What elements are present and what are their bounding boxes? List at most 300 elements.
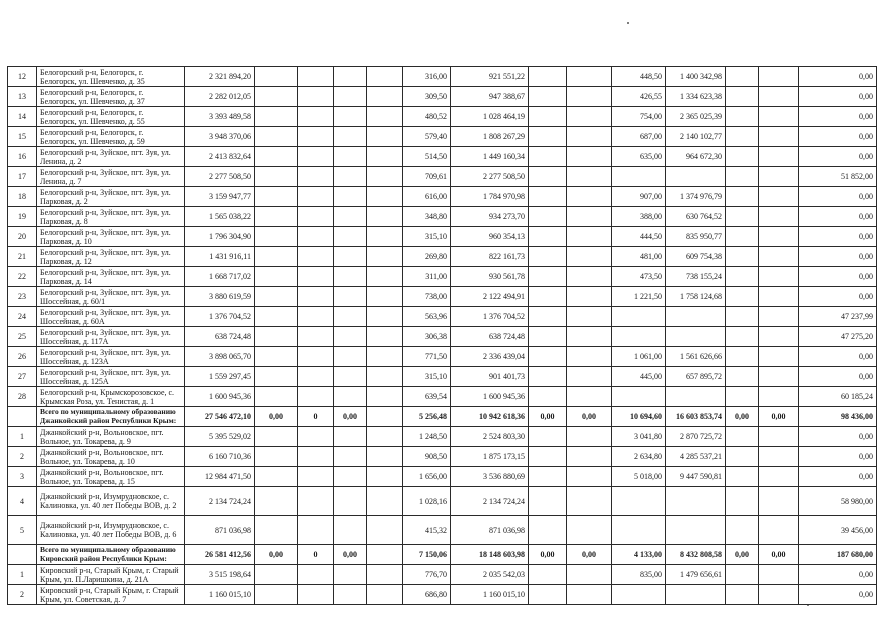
- value-cell: [567, 207, 612, 227]
- value-cell: [298, 267, 334, 287]
- value-cell: [255, 127, 298, 147]
- total-cost-cell: 1 431 916,11: [185, 247, 255, 267]
- total-cost-cell: 638 724,48: [185, 327, 255, 347]
- value-cell: [255, 247, 298, 267]
- amount-cell: 638 724,48: [451, 327, 529, 347]
- value-cell: [567, 307, 612, 327]
- value-cell: [759, 247, 799, 267]
- value-cell: 0,00: [799, 247, 877, 267]
- area-cell: 269,80: [403, 247, 451, 267]
- amount-cell: [666, 487, 726, 516]
- address-cell: Белогорский р-н, Зуйское, пгт. Зуя, ул. Шоссейная, д. 117А: [37, 327, 185, 347]
- area-cell: 4 133,00: [612, 545, 666, 565]
- value-cell: [567, 447, 612, 467]
- value-cell: [334, 427, 367, 447]
- area-cell: 835,00: [612, 565, 666, 585]
- total-cost-cell: 2 277 508,50: [185, 167, 255, 187]
- address-cell: Белогорский р-н, Зуйское, пгт. Зуя, ул. Парковая, д. 12: [37, 247, 185, 267]
- value-cell: [529, 267, 567, 287]
- value-cell: [255, 367, 298, 387]
- table-row: [8, 67, 877, 87]
- amount-cell: 1 374 976,79: [666, 187, 726, 207]
- row-number: 1: [8, 427, 37, 447]
- value-cell: [367, 585, 403, 605]
- table-row: [8, 347, 877, 367]
- value-cell: [367, 447, 403, 467]
- value-cell: [759, 287, 799, 307]
- area-cell: 311,00: [403, 267, 451, 287]
- table-row: [8, 107, 877, 127]
- area-cell: 616,00: [403, 187, 451, 207]
- area-cell: 2 634,80: [612, 447, 666, 467]
- row-number: 14: [8, 107, 37, 127]
- value-cell: [567, 565, 612, 585]
- amount-cell: 8 432 808,58: [666, 545, 726, 565]
- amount-cell: 921 551,22: [451, 67, 529, 87]
- value-cell: [726, 87, 759, 107]
- value-cell: 0,00: [799, 565, 877, 585]
- area-cell: 907,00: [612, 187, 666, 207]
- value-cell: [298, 347, 334, 367]
- value-cell: [759, 347, 799, 367]
- value-cell: [298, 516, 334, 545]
- area-cell: 315,10: [403, 227, 451, 247]
- row-number: 2: [8, 447, 37, 467]
- value-cell: [529, 107, 567, 127]
- table-row: [8, 267, 877, 287]
- value-cell: [298, 67, 334, 87]
- value-cell: [529, 387, 567, 407]
- row-number: [8, 545, 37, 565]
- total-cost-cell: 3 159 947,77: [185, 187, 255, 207]
- value-cell: [367, 327, 403, 347]
- value-cell: 0,00: [529, 545, 567, 565]
- value-cell: [726, 227, 759, 247]
- row-number: 25: [8, 327, 37, 347]
- value-cell: [367, 407, 403, 427]
- value-cell: [726, 167, 759, 187]
- value-cell: [334, 167, 367, 187]
- area-cell: 709,61: [403, 167, 451, 187]
- row-number: [8, 407, 37, 427]
- value-cell: [529, 247, 567, 267]
- table-row: [8, 147, 877, 167]
- area-cell: 444,50: [612, 227, 666, 247]
- value-cell: [334, 347, 367, 367]
- value-cell: [529, 287, 567, 307]
- value-cell: [334, 247, 367, 267]
- area-cell: 309,50: [403, 87, 451, 107]
- area-cell: [612, 387, 666, 407]
- value-cell: [759, 585, 799, 605]
- value-cell: [567, 107, 612, 127]
- value-cell: [334, 107, 367, 127]
- value-cell: [367, 427, 403, 447]
- value-cell: [567, 127, 612, 147]
- table-row: [8, 565, 877, 585]
- value-cell: [759, 467, 799, 487]
- value-cell: [759, 487, 799, 516]
- address-cell: Джанкойский р-н, Вольновское, пгт. Вольное, ул. Токарева, д. 10: [37, 447, 185, 467]
- value-cell: [298, 167, 334, 187]
- amount-cell: 2 365 025,39: [666, 107, 726, 127]
- total-cost-cell: 3 948 370,06: [185, 127, 255, 147]
- value-cell: 98 436,00: [799, 407, 877, 427]
- value-cell: 0,00: [799, 187, 877, 207]
- value-cell: [759, 427, 799, 447]
- total-cost-cell: 5 395 529,02: [185, 427, 255, 447]
- amount-cell: 2 524 803,30: [451, 427, 529, 447]
- value-cell: [529, 207, 567, 227]
- value-cell: 0,00: [567, 545, 612, 565]
- value-cell: [255, 387, 298, 407]
- row-number: 17: [8, 167, 37, 187]
- row-number: 2: [8, 585, 37, 605]
- value-cell: [367, 367, 403, 387]
- value-cell: [367, 467, 403, 487]
- value-cell: 0,00: [799, 107, 877, 127]
- value-cell: [367, 67, 403, 87]
- value-cell: [367, 227, 403, 247]
- address-cell: Кировский р-н, Старый Крым, г. Старый Крым, ул. П.Ларишкина, д. 21А: [37, 565, 185, 585]
- address-cell: Белогорский р-н, Белогорск, г. Белогорск, ул. Шевченко, д. 37: [37, 87, 185, 107]
- total-cost-cell: 12 984 471,50: [185, 467, 255, 487]
- value-cell: [367, 307, 403, 327]
- address-cell: Джанкойский р-н, Изумрудновское, с. Калиновка, ул. 40 лет Победы ВОВ, д. 6: [37, 516, 185, 545]
- value-cell: [529, 347, 567, 367]
- value-cell: [334, 307, 367, 327]
- row-number: 5: [8, 516, 37, 545]
- total-cost-cell: 3 880 619,59: [185, 287, 255, 307]
- value-cell: [726, 207, 759, 227]
- value-cell: [298, 565, 334, 585]
- amount-cell: 657 895,72: [666, 367, 726, 387]
- value-cell: [759, 565, 799, 585]
- amount-cell: 930 561,78: [451, 267, 529, 287]
- value-cell: 0,00: [255, 545, 298, 565]
- address-cell: Белогорский р-н, Белогорск, г. Белогорск, ул. Шевченко, д. 55: [37, 107, 185, 127]
- value-cell: [334, 367, 367, 387]
- register-table: [7, 66, 877, 605]
- value-cell: [726, 347, 759, 367]
- value-cell: [567, 487, 612, 516]
- value-cell: [567, 147, 612, 167]
- value-cell: [567, 227, 612, 247]
- value-cell: [367, 516, 403, 545]
- area-cell: 579,40: [403, 127, 451, 147]
- table-row: [8, 287, 877, 307]
- value-cell: [726, 585, 759, 605]
- value-cell: [726, 565, 759, 585]
- value-cell: [726, 187, 759, 207]
- amount-cell: 738 155,24: [666, 267, 726, 287]
- amount-cell: 901 401,73: [451, 367, 529, 387]
- value-cell: [529, 87, 567, 107]
- value-cell: [529, 487, 567, 516]
- value-cell: [367, 287, 403, 307]
- value-cell: [726, 247, 759, 267]
- area-cell: 686,80: [403, 585, 451, 605]
- address-cell: Белогорский р-н, Зуйское, пгт. Зуя, ул. Парковая, д. 14: [37, 267, 185, 287]
- value-cell: 0,00: [334, 545, 367, 565]
- value-cell: [567, 247, 612, 267]
- value-cell: [334, 87, 367, 107]
- area-cell: [612, 516, 666, 545]
- value-cell: 60 185,24: [799, 387, 877, 407]
- value-cell: [529, 327, 567, 347]
- value-cell: [529, 67, 567, 87]
- value-cell: [529, 467, 567, 487]
- table-row: [8, 187, 877, 207]
- value-cell: [255, 307, 298, 327]
- value-cell: 0,00: [334, 407, 367, 427]
- value-cell: 47 237,99: [799, 307, 877, 327]
- amount-cell: 609 754,38: [666, 247, 726, 267]
- area-cell: 473,50: [612, 267, 666, 287]
- area-cell: 7 150,06: [403, 545, 451, 565]
- value-cell: 0,00: [799, 87, 877, 107]
- address-cell: Белогорский р-н, Белогорск, г. Белогорск, ул. Шевченко, д. 59: [37, 127, 185, 147]
- table-row: [8, 387, 877, 407]
- value-cell: 39 456,00: [799, 516, 877, 545]
- amount-cell: 822 161,73: [451, 247, 529, 267]
- value-cell: 0,00: [799, 287, 877, 307]
- total-cost-cell: 3 515 198,64: [185, 565, 255, 585]
- value-cell: [255, 147, 298, 167]
- value-cell: [334, 327, 367, 347]
- value-cell: [298, 147, 334, 167]
- scan-speck: [627, 22, 629, 24]
- value-cell: [529, 427, 567, 447]
- value-cell: [759, 267, 799, 287]
- value-cell: [567, 585, 612, 605]
- amount-cell: 947 388,67: [451, 87, 529, 107]
- value-cell: 0,00: [799, 207, 877, 227]
- value-cell: [298, 87, 334, 107]
- address-cell: Джанкойский р-н, Вольновское, пгт. Вольное, ул. Токарева, д. 15: [37, 467, 185, 487]
- amount-cell: 1 479 656,61: [666, 565, 726, 585]
- amount-cell: 934 273,70: [451, 207, 529, 227]
- amount-cell: 2 134 724,24: [451, 487, 529, 516]
- value-cell: [567, 187, 612, 207]
- address-cell: Белогорский р-н, Зуйское, пгт. Зуя, ул. Шоссейная, д. 60/1: [37, 287, 185, 307]
- area-cell: 315,10: [403, 367, 451, 387]
- value-cell: [759, 147, 799, 167]
- value-cell: [529, 447, 567, 467]
- address-cell: Белогорский р-н, Зуйское, пгт. Зуя, ул. Парковая, д. 8: [37, 207, 185, 227]
- value-cell: [529, 147, 567, 167]
- area-cell: 1 248,50: [403, 427, 451, 447]
- value-cell: [298, 207, 334, 227]
- amount-cell: 1 808 267,29: [451, 127, 529, 147]
- value-cell: [726, 487, 759, 516]
- value-cell: [334, 447, 367, 467]
- value-cell: [255, 67, 298, 87]
- area-cell: 3 041,80: [612, 427, 666, 447]
- value-cell: [759, 307, 799, 327]
- amount-cell: 1 400 342,98: [666, 67, 726, 87]
- area-cell: 316,00: [403, 67, 451, 87]
- table-row: [8, 227, 877, 247]
- value-cell: [334, 287, 367, 307]
- value-cell: [726, 107, 759, 127]
- amount-cell: 16 603 853,74: [666, 407, 726, 427]
- area-cell: 1 061,00: [612, 347, 666, 367]
- total-cost-cell: 6 160 710,36: [185, 447, 255, 467]
- value-cell: [367, 387, 403, 407]
- row-number: 28: [8, 387, 37, 407]
- value-cell: [726, 267, 759, 287]
- value-cell: [529, 127, 567, 147]
- value-cell: [726, 447, 759, 467]
- area-cell: 445,00: [612, 367, 666, 387]
- value-cell: [759, 327, 799, 347]
- amount-cell: 2 277 508,50: [451, 167, 529, 187]
- area-cell: 1 221,50: [612, 287, 666, 307]
- amount-cell: [666, 387, 726, 407]
- row-number: 24: [8, 307, 37, 327]
- value-cell: 0,00: [759, 545, 799, 565]
- value-cell: 0,00: [799, 127, 877, 147]
- table-row: [8, 447, 877, 467]
- row-number: 4: [8, 487, 37, 516]
- area-cell: 480,52: [403, 107, 451, 127]
- value-cell: [759, 87, 799, 107]
- value-cell: [255, 327, 298, 347]
- value-cell: 0,00: [799, 427, 877, 447]
- area-cell: 5 018,00: [612, 467, 666, 487]
- value-cell: [759, 107, 799, 127]
- value-cell: [334, 147, 367, 167]
- table-row: [8, 207, 877, 227]
- area-cell: 771,50: [403, 347, 451, 367]
- table-row: [8, 516, 877, 545]
- value-cell: [567, 427, 612, 447]
- value-cell: [567, 387, 612, 407]
- amount-cell: 1 561 626,66: [666, 347, 726, 367]
- table-row: [8, 467, 877, 487]
- value-cell: 0,00: [799, 147, 877, 167]
- value-cell: [367, 487, 403, 516]
- amount-cell: 1 758 124,68: [666, 287, 726, 307]
- value-cell: [298, 307, 334, 327]
- value-cell: [759, 387, 799, 407]
- value-cell: [255, 87, 298, 107]
- value-cell: [255, 107, 298, 127]
- address-cell: Белогорский р-н, Зуйское, пгт. Зуя, ул. Ленина, д. 2: [37, 147, 185, 167]
- value-cell: 0,00: [726, 407, 759, 427]
- value-cell: 0,00: [726, 545, 759, 565]
- address-cell: Кировский р-н, Старый Крым, г. Старый Крым, ул. Советская, д. 7: [37, 585, 185, 605]
- table-row: [8, 307, 877, 327]
- area-cell: 348,80: [403, 207, 451, 227]
- value-cell: [334, 487, 367, 516]
- value-cell: [255, 516, 298, 545]
- amount-cell: 2 336 439,04: [451, 347, 529, 367]
- area-cell: 639,54: [403, 387, 451, 407]
- area-cell: 415,32: [403, 516, 451, 545]
- row-number: 23: [8, 287, 37, 307]
- value-cell: [367, 187, 403, 207]
- value-cell: [726, 67, 759, 87]
- value-cell: [255, 585, 298, 605]
- value-cell: [759, 127, 799, 147]
- value-cell: [726, 367, 759, 387]
- value-cell: 0: [298, 407, 334, 427]
- value-cell: [567, 367, 612, 387]
- total-cost-cell: 1 668 717,02: [185, 267, 255, 287]
- value-cell: [298, 487, 334, 516]
- value-cell: [367, 147, 403, 167]
- value-cell: [567, 287, 612, 307]
- amount-cell: 4 285 537,21: [666, 447, 726, 467]
- area-cell: 563,96: [403, 307, 451, 327]
- area-cell: 635,00: [612, 147, 666, 167]
- total-cost-cell: 1 565 038,22: [185, 207, 255, 227]
- address-cell: Белогорский р-н, Зуйское, пгт. Зуя, ул. Шоссейная, д. 125А: [37, 367, 185, 387]
- value-cell: [334, 207, 367, 227]
- area-cell: [612, 327, 666, 347]
- value-cell: [726, 147, 759, 167]
- value-cell: [726, 387, 759, 407]
- value-cell: [255, 267, 298, 287]
- amount-cell: 10 942 618,36: [451, 407, 529, 427]
- value-cell: [367, 347, 403, 367]
- subtotal-row: [8, 407, 877, 427]
- total-cost-cell: 1 160 015,10: [185, 585, 255, 605]
- total-cost-cell: 1 559 297,45: [185, 367, 255, 387]
- amount-cell: 2 035 542,03: [451, 565, 529, 585]
- amount-cell: 1 028 464,19: [451, 107, 529, 127]
- value-cell: 0,00: [799, 267, 877, 287]
- total-cost-cell: 1 796 304,90: [185, 227, 255, 247]
- area-cell: 908,50: [403, 447, 451, 467]
- row-number: 27: [8, 367, 37, 387]
- value-cell: 0: [298, 545, 334, 565]
- table-row: [8, 327, 877, 347]
- row-number: 13: [8, 87, 37, 107]
- amount-cell: [666, 327, 726, 347]
- value-cell: [529, 367, 567, 387]
- value-cell: [255, 565, 298, 585]
- value-cell: [567, 327, 612, 347]
- value-cell: [255, 347, 298, 367]
- address-cell: Джанкойский р-н, Изумрудновское, с. Калиновка, ул. 40 лет Победы ВОВ, д. 2: [37, 487, 185, 516]
- value-cell: [334, 387, 367, 407]
- value-cell: [567, 516, 612, 545]
- value-cell: [726, 427, 759, 447]
- value-cell: [367, 565, 403, 585]
- amount-cell: 1 875 173,15: [451, 447, 529, 467]
- area-cell: 448,50: [612, 67, 666, 87]
- value-cell: 0,00: [799, 447, 877, 467]
- row-number: 16: [8, 147, 37, 167]
- value-cell: [726, 287, 759, 307]
- value-cell: 0,00: [567, 407, 612, 427]
- value-cell: [255, 467, 298, 487]
- total-cost-cell: 3 898 065,70: [185, 347, 255, 367]
- address-cell: Всего по муниципальному образованию Кировский район Республики Крым:: [37, 545, 185, 565]
- value-cell: [529, 187, 567, 207]
- area-cell: [612, 307, 666, 327]
- value-cell: [334, 227, 367, 247]
- address-cell: Белогорский р-н, Зуйское, пгт. Зуя, ул. Ленина, д. 7: [37, 167, 185, 187]
- value-cell: 58 980,00: [799, 487, 877, 516]
- row-number: 19: [8, 207, 37, 227]
- area-cell: [612, 585, 666, 605]
- amount-cell: 1 160 015,10: [451, 585, 529, 605]
- value-cell: [334, 127, 367, 147]
